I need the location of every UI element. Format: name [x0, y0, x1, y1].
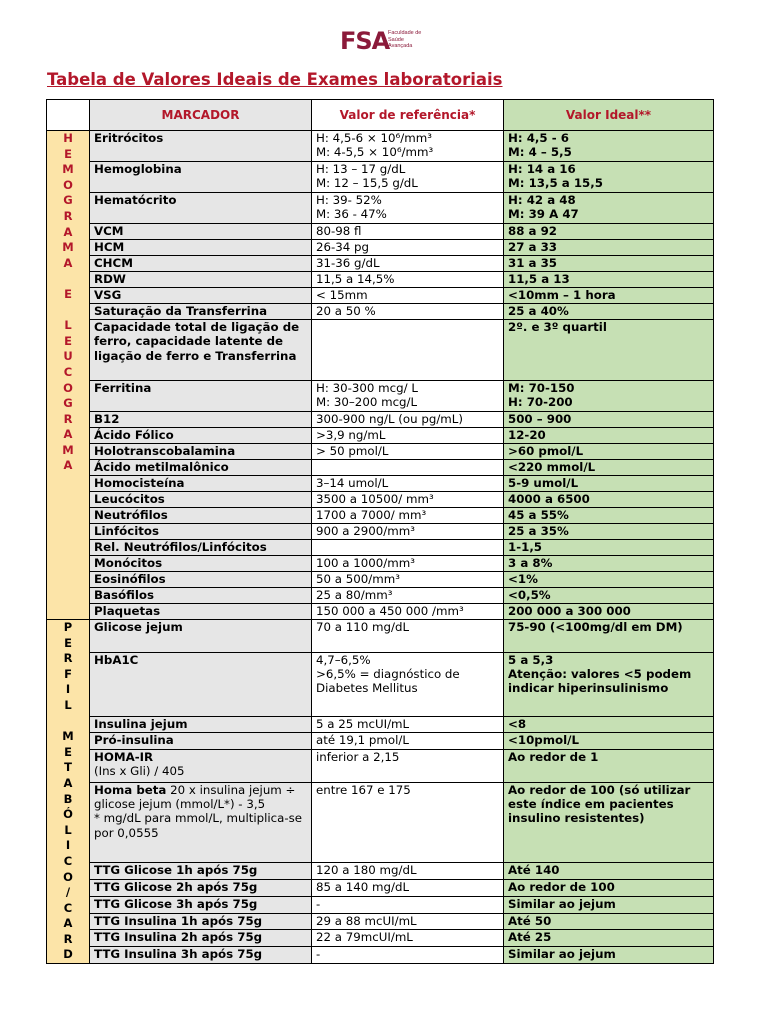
cell-ideal: <10pmol/L	[504, 733, 714, 750]
cell-reference: 100 a 1000/mm³	[312, 556, 504, 572]
marker-name: Ferritina	[94, 381, 152, 395]
cell-marker	[90, 750, 312, 783]
table-row	[47, 930, 714, 947]
logo-text: Faculdade de Saúde Avançada	[388, 30, 422, 49]
table-row	[47, 240, 714, 256]
cell-marker	[90, 947, 312, 964]
cell-marker	[90, 240, 312, 256]
cell-marker	[90, 652, 312, 716]
marker-name: Hemoglobina	[94, 162, 182, 176]
marker-name: Linfócitos	[94, 524, 159, 538]
marker-name: Eritrócitos	[94, 131, 164, 145]
marker-name: TTG Insulina 1h após 75g	[94, 913, 263, 928]
table-row	[47, 381, 714, 412]
cell-reference: 29 a 88 mcUI/mL	[312, 913, 504, 930]
header-section	[47, 100, 90, 131]
cell-ideal: Ao redor de 1	[504, 750, 714, 783]
cell-ideal: 5 a 5,3 Atenção: valores <5 podem indicar hiperinsulinismo	[504, 652, 714, 716]
table-row	[47, 750, 714, 783]
cell-ideal: 31 a 35	[504, 256, 714, 272]
cell-reference: 11,5 a 14,5%	[312, 272, 504, 288]
marker-name: HOMA-IR	[94, 750, 154, 765]
cell-ideal: H: 4,5 - 6 M: 4 – 5,5	[504, 131, 714, 162]
cell-reference: 80-98 fl	[312, 224, 504, 240]
marker-name: HCM	[94, 240, 125, 254]
cell-ideal: H: 42 a 48 M: 39 A 47	[504, 193, 714, 224]
cell-ideal: Até 25	[504, 930, 714, 947]
logo	[340, 26, 440, 56]
cell-marker	[90, 620, 312, 653]
cell-marker	[90, 476, 312, 492]
cell-marker	[90, 588, 312, 604]
table-row	[47, 556, 714, 572]
marker-name: TTG Glicose 2h após 75g	[94, 880, 258, 895]
cell-marker	[90, 304, 312, 320]
marker-name: Neutrófilos	[94, 508, 168, 522]
cell-marker	[90, 428, 312, 444]
table-row	[47, 652, 714, 716]
marker-name: Saturação da Transferrina	[94, 304, 268, 318]
cell-reference: < 15mm	[312, 288, 504, 304]
table-row	[47, 428, 714, 444]
cell-marker	[90, 381, 312, 412]
table-row	[47, 256, 714, 272]
page-title: Tabela de Valores Ideais de Exames laboratoriais	[47, 70, 503, 89]
cell-marker	[90, 193, 312, 224]
marker-name: CHCM	[94, 256, 133, 270]
marker-name: RDW	[94, 272, 126, 286]
marker-name: Ácido Fólico	[94, 428, 174, 442]
marker-detail: (Ins x Gli) / 405	[94, 764, 185, 779]
cell-reference: entre 167 e 175	[312, 782, 504, 863]
table-row	[47, 412, 714, 428]
cell-reference: 120 a 180 mg/dL	[312, 863, 504, 880]
table-row	[47, 947, 714, 964]
table-row	[47, 716, 714, 733]
cell-marker	[90, 716, 312, 733]
marker-name: Leucócitos	[94, 492, 165, 506]
cell-reference: até 19,1 pmol/L	[312, 733, 504, 750]
cell-reference: 3500 a 10500/ mm³	[312, 492, 504, 508]
header-ideal: Valor Ideal**	[504, 100, 714, 131]
marker-name: TTG Insulina 3h após 75g	[94, 947, 263, 962]
cell-marker	[90, 896, 312, 913]
marker-name: Glicose jejum	[94, 620, 183, 634]
table-row	[47, 224, 714, 240]
cell-ideal: 88 a 92	[504, 224, 714, 240]
marker-name: Holotranscobalamina	[94, 444, 236, 458]
table-row	[47, 540, 714, 556]
cell-reference: 22 a 79mcUI/mL	[312, 930, 504, 947]
table-row	[47, 492, 714, 508]
marker-name: Hematócrito	[94, 193, 177, 207]
table-row	[47, 131, 714, 162]
cell-marker	[90, 604, 312, 620]
cell-marker	[90, 508, 312, 524]
table-row	[47, 476, 714, 492]
cell-marker	[90, 540, 312, 556]
cell-ideal: 200 000 a 300 000	[504, 604, 714, 620]
marker-name: TTG Glicose 1h após 75g	[94, 863, 258, 878]
cell-marker	[90, 131, 312, 162]
cell-reference: 70 a 110 mg/dL	[312, 620, 504, 653]
cell-ideal: Até 50	[504, 913, 714, 930]
cell-reference: -	[312, 947, 504, 964]
marker-name: Basófilos	[94, 588, 154, 602]
marker-name: Pró-insulina	[94, 733, 174, 748]
cell-ideal: 27 a 33	[504, 240, 714, 256]
table-row	[47, 524, 714, 540]
cell-ideal: Ao redor de 100	[504, 880, 714, 897]
marker-name: TTG Glicose 3h após 75g	[94, 896, 258, 911]
table-row	[47, 320, 714, 381]
marker-name: Eosinófilos	[94, 572, 166, 586]
cell-ideal: 45 a 55%	[504, 508, 714, 524]
cell-ideal: <0,5%	[504, 588, 714, 604]
table-row	[47, 572, 714, 588]
cell-reference: 5 a 25 mcUI/mL	[312, 716, 504, 733]
cell-marker	[90, 733, 312, 750]
cell-reference: 900 a 2900/mm³	[312, 524, 504, 540]
marker-name: Insulina jejum	[94, 716, 188, 731]
cell-reference	[312, 460, 504, 476]
cell-ideal: 12-20	[504, 428, 714, 444]
cell-reference	[312, 540, 504, 556]
cell-ideal: 2º. e 3º quartil	[504, 320, 714, 381]
cell-reference: 4,7–6,5% >6,5% = diagnóstico de Diabetes Mellitus	[312, 652, 504, 716]
cell-marker	[90, 863, 312, 880]
cell-reference: 26-34 pg	[312, 240, 504, 256]
cell-ideal: >60 pmol/L	[504, 444, 714, 460]
marker-name: Rel. Neutrófilos/Linfócitos	[94, 540, 267, 554]
table-row	[47, 193, 714, 224]
table-row	[47, 444, 714, 460]
cell-marker	[90, 162, 312, 193]
cell-ideal: 500 – 900	[504, 412, 714, 428]
cell-reference: H: 13 – 17 g/dL M: 12 – 15,5 g/dL	[312, 162, 504, 193]
table-row	[47, 162, 714, 193]
marker-name: Monócitos	[94, 556, 163, 570]
logo-mark: FSA	[340, 27, 390, 55]
cell-marker	[90, 412, 312, 428]
cell-reference: 20 a 50 %	[312, 304, 504, 320]
cell-reference: 1700 a 7000/ mm³	[312, 508, 504, 524]
cell-ideal: <10mm – 1 hora	[504, 288, 714, 304]
cell-marker	[90, 880, 312, 897]
cell-marker	[90, 320, 312, 381]
marker-name: Capacidade total de ligação de ferro, capacidade latente de ligação de ferro e Transferrina	[94, 320, 300, 363]
cell-ideal: 4000 a 6500	[504, 492, 714, 508]
header-marker: MARCADOR	[90, 100, 312, 131]
table-row	[47, 896, 714, 913]
cell-ideal: <8	[504, 716, 714, 733]
cell-ideal: <220 mmol/L	[504, 460, 714, 476]
cell-ideal: 3 a 8%	[504, 556, 714, 572]
marker-name: Homa beta	[94, 782, 167, 797]
table-row	[47, 588, 714, 604]
cell-reference: 25 a 80/mm³	[312, 588, 504, 604]
table-row	[47, 733, 714, 750]
cell-reference: 31-36 g/dL	[312, 256, 504, 272]
marker-name: VCM	[94, 224, 124, 238]
cell-marker	[90, 782, 312, 863]
table-row	[47, 863, 714, 880]
table-row	[47, 272, 714, 288]
cell-reference: -	[312, 896, 504, 913]
marker-name: TTG Insulina 2h após 75g	[94, 930, 263, 945]
cell-marker	[90, 272, 312, 288]
table-row	[47, 880, 714, 897]
cell-marker	[90, 288, 312, 304]
cell-ideal: 11,5 a 13	[504, 272, 714, 288]
cell-ideal: 1-1,5	[504, 540, 714, 556]
table-row	[47, 304, 714, 320]
cell-reference: >3,9 ng/mL	[312, 428, 504, 444]
cell-reference: 300-900 ng/L (ou pg/mL)	[312, 412, 504, 428]
marker-name: HbA1C	[94, 652, 139, 667]
cell-ideal: 5-9 umol/L	[504, 476, 714, 492]
cell-ideal: M: 70-150 H: 70-200	[504, 381, 714, 412]
cell-reference: H: 30-300 mcg/ L M: 30–200 mcg/L	[312, 381, 504, 412]
cell-reference: > 50 pmol/L	[312, 444, 504, 460]
cell-ideal: Até 140	[504, 863, 714, 880]
table-header-row	[47, 100, 714, 131]
cell-marker	[90, 930, 312, 947]
cell-ideal: <1%	[504, 572, 714, 588]
table-body	[47, 131, 714, 964]
section-label-perfil-metabolico: P E R F I L M E T A B Ó L I C O / C A R D	[47, 620, 90, 964]
cell-reference: 50 a 500/mm³	[312, 572, 504, 588]
marker-name: Plaquetas	[94, 604, 161, 618]
cell-reference: 3–14 umol/L	[312, 476, 504, 492]
table-row	[47, 288, 714, 304]
marker-name: Homocisteína	[94, 476, 185, 490]
cell-reference: H: 39- 52% M: 36 - 47%	[312, 193, 504, 224]
cell-reference: H: 4,5-6 × 10⁶/mm³ M: 4-5,5 × 10⁶/mm³	[312, 131, 504, 162]
cell-ideal: 25 a 35%	[504, 524, 714, 540]
cell-marker	[90, 444, 312, 460]
table-row	[47, 782, 714, 863]
cell-ideal: Similar ao jejum	[504, 896, 714, 913]
cell-marker	[90, 556, 312, 572]
header-reference: Valor de referência*	[312, 100, 504, 131]
table-row	[47, 620, 714, 653]
marker-name: VSG	[94, 288, 122, 302]
table-row	[47, 508, 714, 524]
cell-reference: 150 000 a 450 000 /mm³	[312, 604, 504, 620]
marker-name: B12	[94, 412, 120, 426]
cell-reference	[312, 320, 504, 381]
cell-marker	[90, 913, 312, 930]
cell-ideal: Similar ao jejum	[504, 947, 714, 964]
cell-marker	[90, 572, 312, 588]
cell-reference: inferior a 2,15	[312, 750, 504, 783]
table-row	[47, 913, 714, 930]
cell-marker	[90, 460, 312, 476]
table-row	[47, 604, 714, 620]
marker-detail: 20 x insulina jejum ÷ glicose jejum (mmol/L*) - 3,5 * mg/dL para mmol/L, multiplica-se por 0,0555	[94, 782, 303, 840]
cell-marker	[90, 524, 312, 540]
lab-values-table	[46, 99, 714, 964]
cell-reference: 85 a 140 mg/dL	[312, 880, 504, 897]
cell-ideal: Ao redor de 100 (só utilizar este índice em pacientes insulino resistentes)	[504, 782, 714, 863]
marker-name: Ácido metilmalônico	[94, 460, 229, 474]
cell-marker	[90, 492, 312, 508]
table-row	[47, 460, 714, 476]
cell-marker	[90, 224, 312, 240]
section-label-hemograma: H E M O G R A M A E L E U C O G R A M A	[47, 131, 90, 620]
cell-ideal: H: 14 a 16 M: 13,5 a 15,5	[504, 162, 714, 193]
cell-ideal: 75-90 (<100mg/dl em DM)	[504, 620, 714, 653]
cell-marker	[90, 256, 312, 272]
cell-ideal: 25 a 40%	[504, 304, 714, 320]
